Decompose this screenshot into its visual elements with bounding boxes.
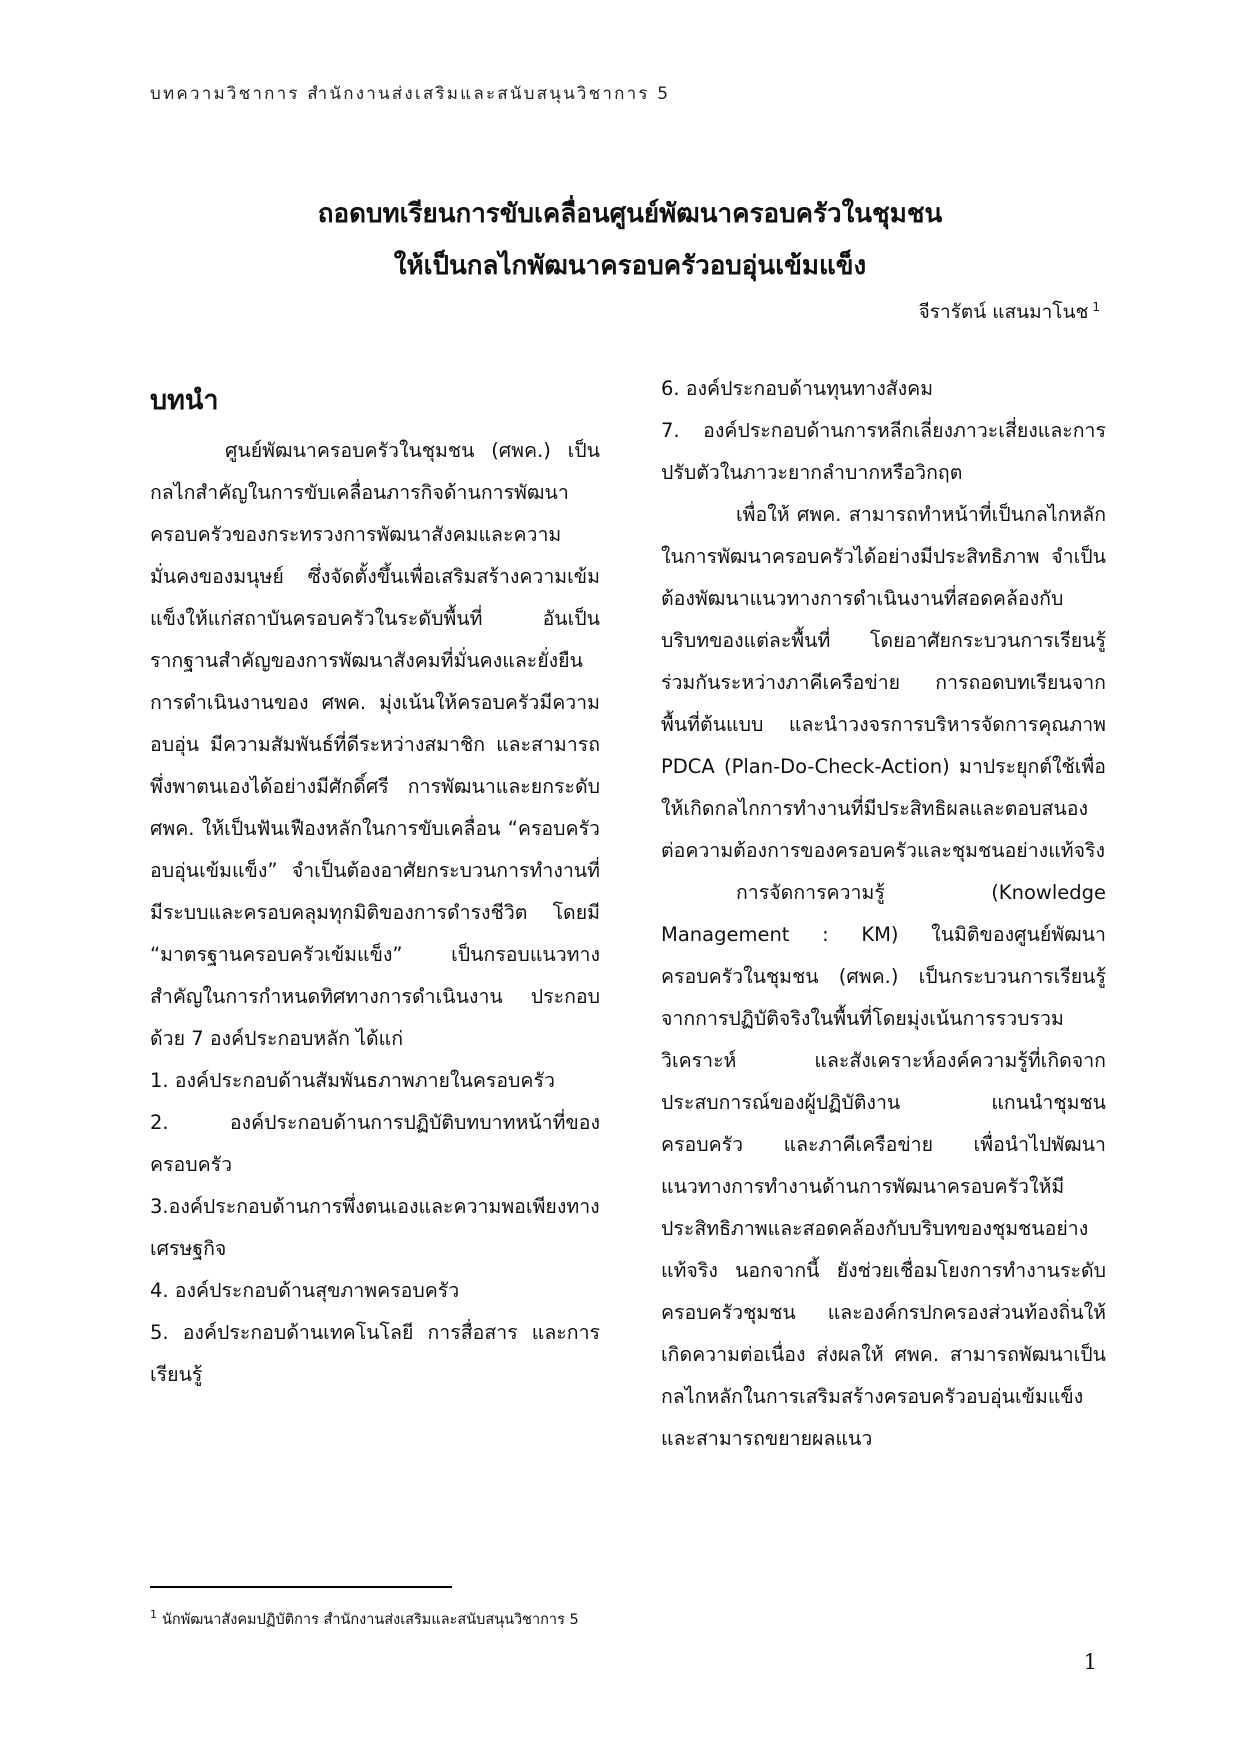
pdca-paragraph: เพื่อให้ ศพค. สามารถทำหน้าที่เป็นกลไกหลักในการพัฒนาครอบครัวได้อย่างมีประสิทธิภาพ จำเป็นต้องพัฒนาแนวทางการดำเนินงานที่สอดคล้องกับบริบทของแต่ละพื้นที่ โดยอาศัยกระบวนการเรียนรู้ร่วมกันระหว่างภาคีเครือข่าย การถอดบทเรียนจากพื้นที่ต้นแบบ และนำวงจรการบริหารจัดการคุณภาพ PDCA (Plan-Do-Check-Action) มาประยุกต์ใช้เพื่อให้เกิดกลไกการทำงานที่มีประสิทธิผลและตอบสนองต่อความต้องการของครอบครัวและชุมชนอย่างแท้จริง — [661, 503, 1106, 862]
running-head: บทความวิชาการ สำนักงานส่งเสริมและสนับสนุนวิชาการ 5 — [150, 84, 671, 104]
left-column — [150, 368, 600, 1396]
footnote-text: นักพัฒนาสังคมปฏิบัติการ สำนักงานส่งเสริมและสนับสนุนวิชาการ 5 — [162, 1612, 579, 1628]
list-item-1: 1. องค์ประกอบด้านสัมพันธภาพภายในครอบครัว — [150, 1069, 555, 1092]
right-column — [661, 368, 1106, 1460]
author-footnote-mark: 1 — [1092, 299, 1100, 314]
page-number: 1 — [1083, 1650, 1097, 1674]
list-item-6: 6. องค์ประกอบด้านทุนทางสังคม — [661, 377, 934, 400]
list-item-4: 4. องค์ประกอบด้านสุขภาพครอบครัว — [150, 1279, 460, 1302]
list-item-7: 7. องค์ประกอบด้านการหลีกเลี่ยงภาวะเสี่ยงและการปรับตัวในภาวะยากลำบากหรือวิกฤต — [661, 419, 1106, 484]
footnote-mark: 1 — [150, 1608, 157, 1622]
article-title-line-1: ถอดบทเรียนการขับเคลื่อนศูนย์พัฒนาครอบครัวในชุมชน — [317, 199, 943, 229]
article-title-line-2: ให้เป็นกลไกพัฒนาครอบครัวอบอุ่นเข้มแข็ง — [393, 251, 867, 281]
intro-paragraph: ศูนย์พัฒนาครอบครัวในชุมชน (ศพค.) เป็นกลไกสำคัญในการขับเคลื่อนภารกิจด้านการพัฒนาครอบครัวของกระทรวงการพัฒนาสังคมและความมั่นคงของมนุษย์ ซึ่งจัดตั้งขึ้นเพื่อเสริมสร้างความเข้มแข็งให้แก่สถาบันครอบครัวในระดับพื้นที่ อันเป็นรากฐานสำคัญของการพัฒนาสังคมที่มั่นคงและยั่งยืนการดำเนินงานของ ศพค. มุ่งเน้นให้ครอบครัวมีความอบอุ่น มีความสัมพันธ์ที่ดีระหว่างสมาชิก และสามารถพึ่งพาตนเองได้อย่างมีศักดิ์ศรี การพัฒนาและยกระดับ ศพค. ให้เป็นฟันเฟืองหลักในการขับเคลื่อน “ครอบครัวอบอุ่นเข้มแข็ง” จำเป็นต้องอาศัยกระบวนการทำงานที่มีระบบและครอบคลุมทุกมิติของการดำรงชีวิต โดยมี “มาตรฐานครอบครัวเข้มแข็ง” เป็นกรอบแนวทางสำคัญในการกำหนดทิศทางการดำเนินงาน ประกอบด้วย 7 องค์ประกอบหลัก ได้แก่ — [150, 439, 600, 1050]
section-heading: บทนำ — [150, 385, 219, 416]
list-item-3: 3.องค์ประกอบด้านการพึ่งตนเองและความพอเพียงทางเศรษฐกิจ — [150, 1195, 600, 1260]
list-item-5: 5. องค์ประกอบด้านเทคโนโลยี การสื่อสาร และการเรียนรู้ — [150, 1321, 600, 1386]
author-line — [919, 297, 1100, 327]
footnote-divider — [150, 1586, 452, 1588]
km-paragraph: การจัดการความรู้ (Knowledge Management : KM) ในมิติของศูนย์พัฒนาครอบครัวในชุมชน (ศพค.) เป็นกระบวนการเรียนรู้จากการปฏิบัติจริงในพื้นที่โดยมุ่งเน้นการรวบรวม วิเคราะห์ และสังเคราะห์องค์ความรู้ที่เกิดจากประสบการณ์ของผู้ปฏิบัติงาน แกนนำชุมชน ครอบครัว และภาคีเครือข่าย เพื่อนำไปพัฒนาแนวทางการทำงานด้านการพัฒนาครอบครัวให้มีประสิทธิภาพและสอดคล้องกับบริบทของชุมชนอย่างแท้จริง นอกจากนี้ ยังช่วยเชื่อมโยงการทำงานระดับครอบครัวชุมชน และองค์กรปกครองส่วนท้องถิ่นให้เกิดความต่อเนื่อง ส่งผลให้ ศพค. สามารถพัฒนาเป็นกลไกหลักในการเสริมสร้างครอบครัวอบอุ่นเข้มแข็ง และสามารถขยายผลแนว — [661, 881, 1106, 1450]
article-title — [200, 188, 1060, 292]
footnote — [150, 1608, 579, 1631]
list-item-2: 2. องค์ประกอบด้านการปฏิบัติบทบาทหน้าที่ของครอบครัว — [150, 1111, 600, 1176]
author-name: จีรารัตน์ แสนมาโนช — [918, 301, 1089, 323]
